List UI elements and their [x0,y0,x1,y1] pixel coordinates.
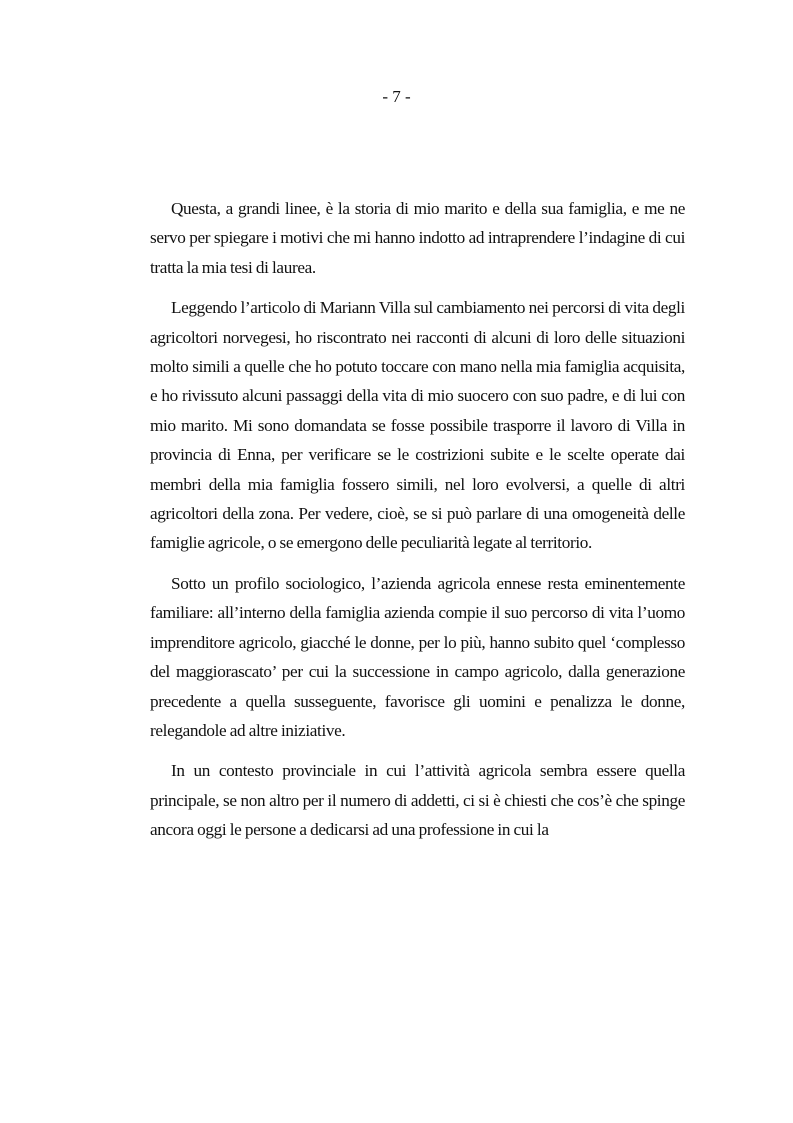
body-text [150,194,685,856]
paragraph-4: In un contesto provinciale in cui l’attività agricola sembra essere quella principale, se non altro per il numero di addetti, ci si è chiesti che cos’è che spinge ancora oggi le persone a dedicarsi ad una professione in cui la [150,761,685,840]
paragraph-3: Sotto un profilo sociologico, l’azienda agricola ennese resta eminentemente familiare: all’interno della famiglia azienda compie il suo percorso di vita l’uomo imprenditore agricolo, giacché le donne, per lo più, hanno subito quel ‘complesso del maggiorascato’ per cui la successione in campo agricolo, dalla generazione precedente a quella susseguente, favorisce gli uomini e penalizza le donne, relegandole ad altre iniziative. [150,573,685,740]
paragraph-2: Leggendo l’articolo di Mariann Villa sul cambiamento nei percorsi di vita degli agricoltori norvegesi, ho riscontrato nei racconti di alcuni di loro delle situazioni molto simili a quelle che ho potuto toccare con mano nella mia famiglia acquisita, e ho rivissuto alcuni passaggi della vita di mio suocero con suo padre, e di lui con mio marito. Mi sono domandata se fosse possibile trasporre il lavoro di Villa in provincia di Enna, per verificare se le costrizioni subite e le scelte operate dai membri della mia famiglia fossero simili, nel loro evolversi, a quelle di altri agricoltori della zona. Per vedere, cioè, se si può parlare di una omogeneità delle famiglie agricole, o se emergono delle peculiarità legate al territorio. [150,298,685,553]
page-number: - 7 - [382,87,411,106]
paragraph-1: Questa, a grandi linee, è la storia di mio marito e della sua famiglia, e me ne servo per spiegare i motivi che mi hanno indotto ad intraprendere l’indagine di cui tratta la mia tesi di laurea. [150,199,685,277]
